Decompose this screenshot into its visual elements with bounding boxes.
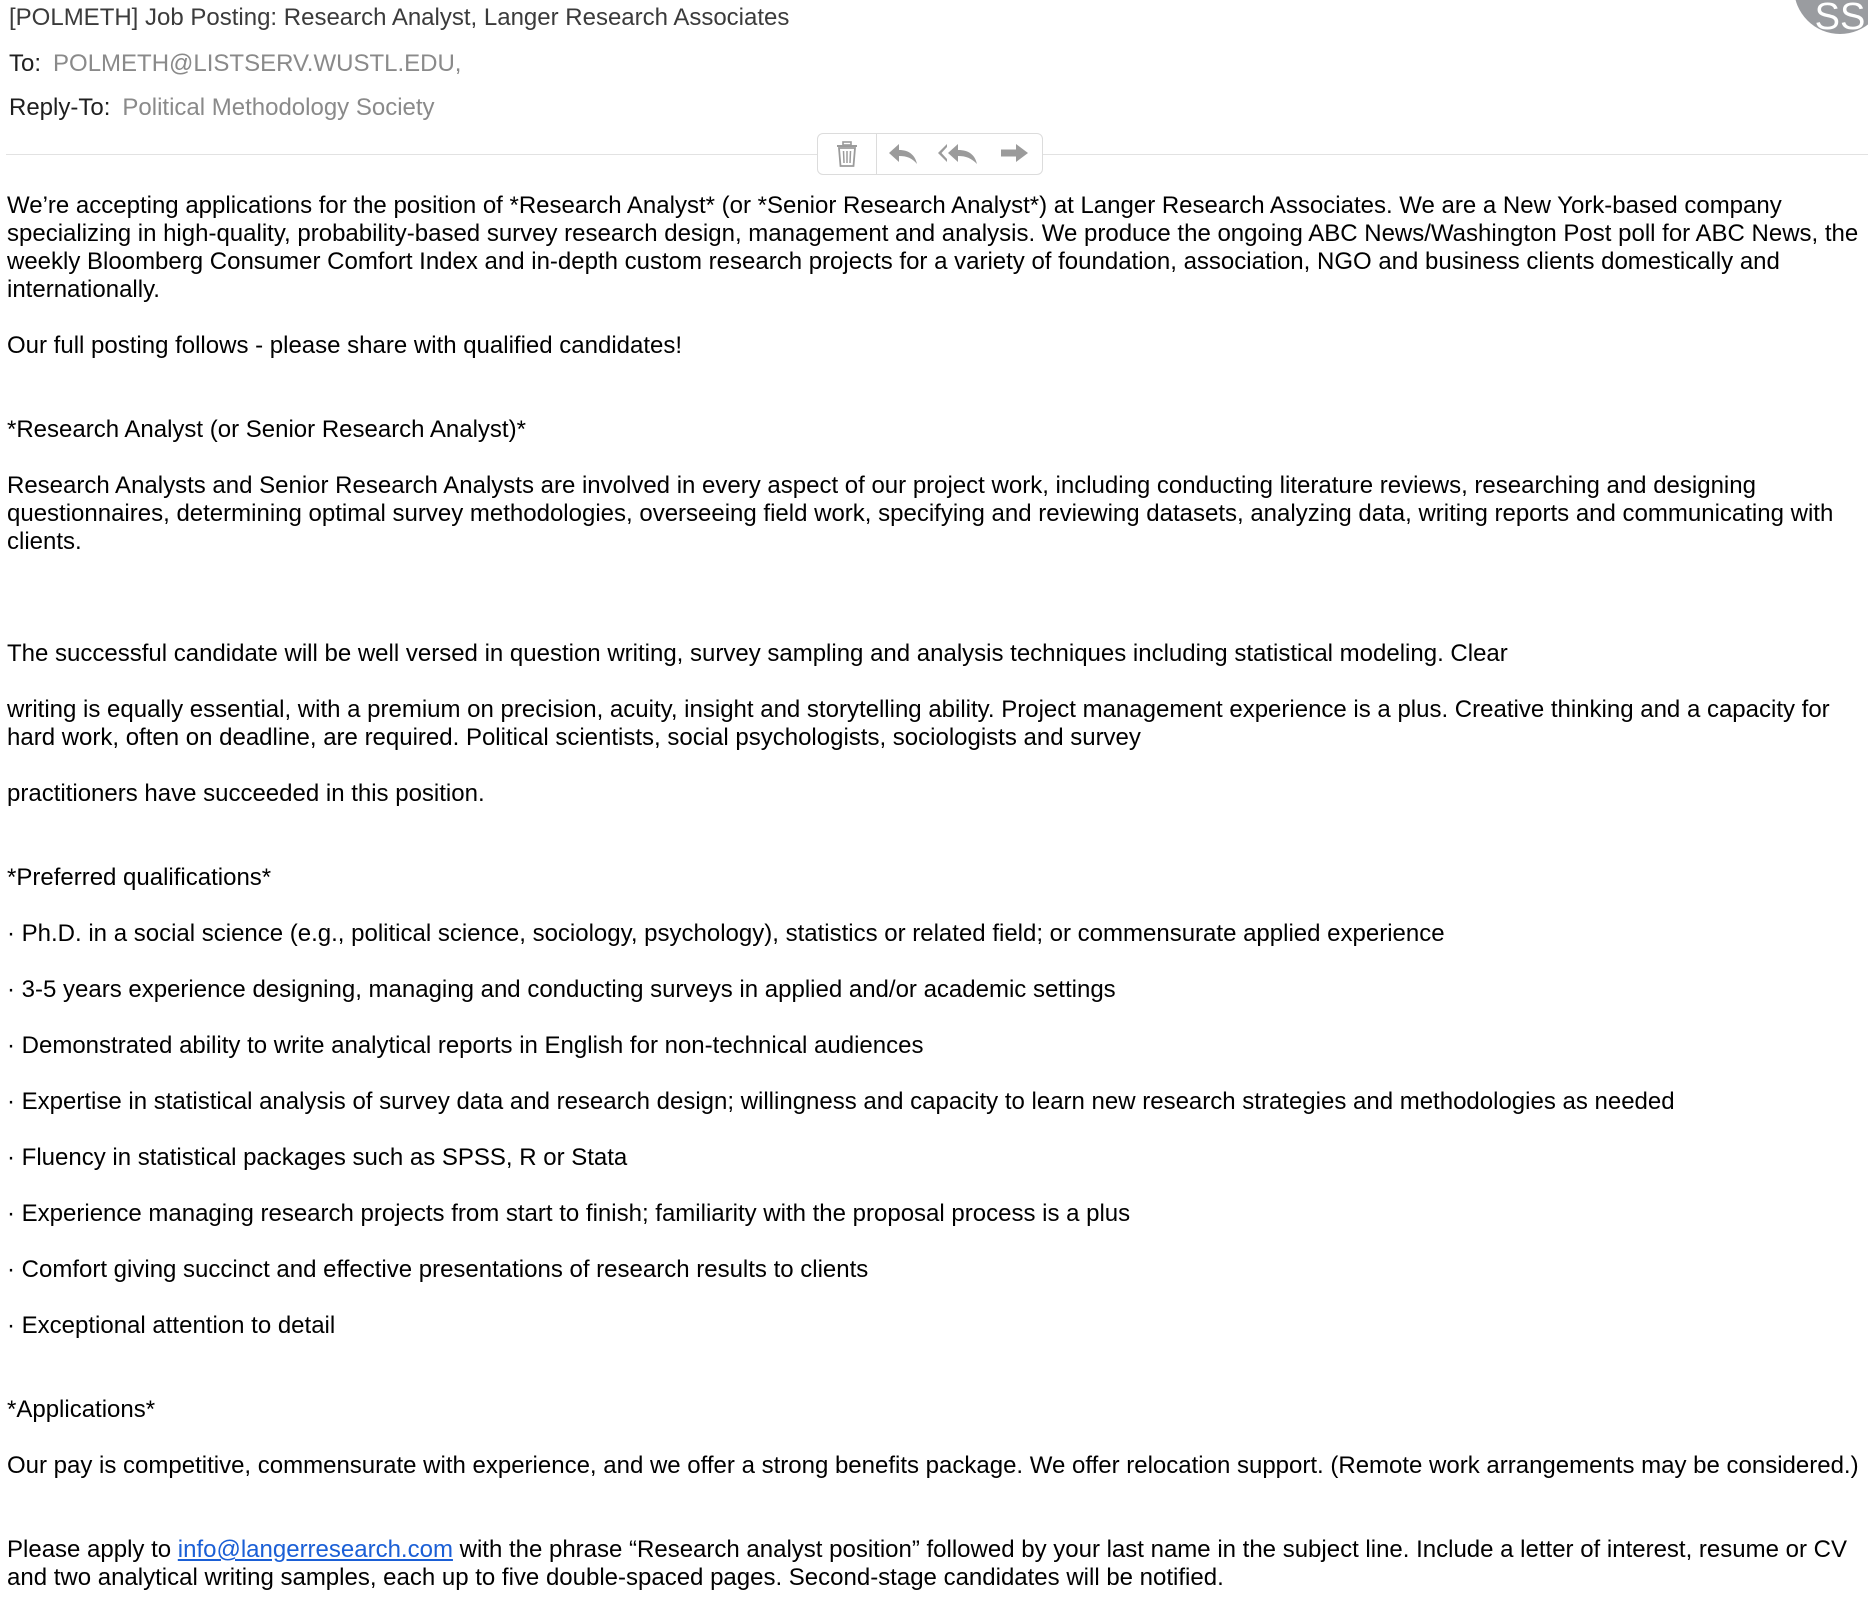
qualification-item: · Ph.D. in a social science (e.g., political science, sociology, psychology), statistics or related field; or commensurate applied experience (7, 920, 1445, 947)
email-subject: [POLMETH] Job Posting: Research Analyst, Langer Research Associates (9, 4, 790, 31)
apply-prefix: Please apply to (7, 1536, 178, 1563)
reply-icon (887, 141, 919, 167)
delete-button[interactable] (818, 134, 877, 174)
reply-to-sender[interactable]: Political Methodology Society (122, 94, 435, 121)
role-heading: *Research Analyst (or Senior Research Analyst)* (7, 416, 526, 443)
candidate-line: The successful candidate will be well versed in question writing, survey sampling and analysis techniques including statistical modeling. Clear (7, 640, 1508, 667)
reply-to-label: Reply-To: (9, 94, 111, 121)
apply-suffix: with the phrase “Research analyst position” followed by your last name in the subject line. Include a letter of interest, resume or CV and two analytical writing samples, each up to five double-spaced pages. Second-stage candidates will be notified. (7, 1536, 1847, 1591)
qualification-item: · 3-5 years experience designing, managing and conducting surveys in applied and/or academic settings (7, 976, 1116, 1003)
candidate-line: practitioners have succeeded in this position. (7, 780, 485, 807)
applications-heading: *Applications* (7, 1396, 156, 1423)
email-body (7, 192, 1862, 1620)
apply-paragraph (7, 1536, 1862, 1592)
reply-button[interactable] (877, 134, 929, 174)
to-recipient[interactable]: POLMETH@LISTSERV.WUSTL.EDU, (53, 50, 462, 77)
reply-all-button[interactable] (929, 134, 987, 174)
qualification-item: · Expertise in statistical analysis of survey data and research design; willingness and capacity to learn new research strategies and methodologies as needed (7, 1088, 1675, 1115)
reply-to-row (9, 94, 435, 122)
to-label: To: (9, 50, 42, 77)
candidate-line: writing is equally essential, with a premium on precision, acuity, insight and storytelling ability. Project management experience is a plus. Creative thinking and a capacity for hard work, often on deadline, are required. Political scientists, social psychologists, sociologists and survey (7, 696, 1830, 751)
qualification-item: · Fluency in statistical packages such as SPSS, R or Stata (7, 1144, 628, 1171)
to-row (9, 50, 461, 78)
qualifications-heading: *Preferred qualifications* (7, 864, 272, 891)
reply-all-icon (937, 141, 979, 167)
forward-icon (998, 141, 1030, 167)
role-section (7, 388, 1862, 584)
sender-avatar: SS (1794, 0, 1868, 34)
candidate-section (7, 612, 1862, 836)
applications-section (7, 1368, 1862, 1508)
trash-icon (834, 140, 860, 168)
message-toolbar (817, 133, 1043, 175)
apply-email-link[interactable]: info@langerresearch.com (177, 1536, 453, 1563)
intro-paragraph: We’re accepting applications for the position of *Research Analyst* (or *Senior Research Analyst*) at Langer Research Associates. We are a New York-based company specializing in high-quality, probability-based survey research design, management and analysis. We produce the ongoing ABC News/Washington Post poll for ABC News, the weekly Bloomberg Consumer Comfort Index and in-depth custom research projects for a variety of foundation, association, NGO and business clients domestically and internationally. (7, 192, 1859, 303)
qualification-item: · Experience managing research projects from start to finish; familiarity with the proposal process is a plus (7, 1200, 1131, 1227)
role-description: Research Analysts and Senior Research Analysts are involved in every aspect of our project work, including conducting literature reviews, researching and designing questionnaires, determining optimal survey methodologies, overseeing field work, specifying and reviewing datasets, analyzing data, writing reports and communicating with clients. (7, 472, 1834, 555)
forward-button[interactable] (987, 134, 1041, 174)
applications-text: Our pay is competitive, commensurate with experience, and we offer a strong benefits package. We offer relocation support. (Remote work arrangements may be considered.) (7, 1452, 1859, 1479)
qualification-item: · Comfort giving succinct and effective presentations of research results to clients (7, 1256, 869, 1283)
share-paragraph: Our full posting follows - please share with qualified candidates! (7, 332, 683, 359)
qualification-item: · Exceptional attention to detail (7, 1312, 336, 1339)
email-header (0, 0, 1868, 160)
qualification-item: · Demonstrated ability to write analytical reports in English for non-technical audiences (7, 1032, 924, 1059)
